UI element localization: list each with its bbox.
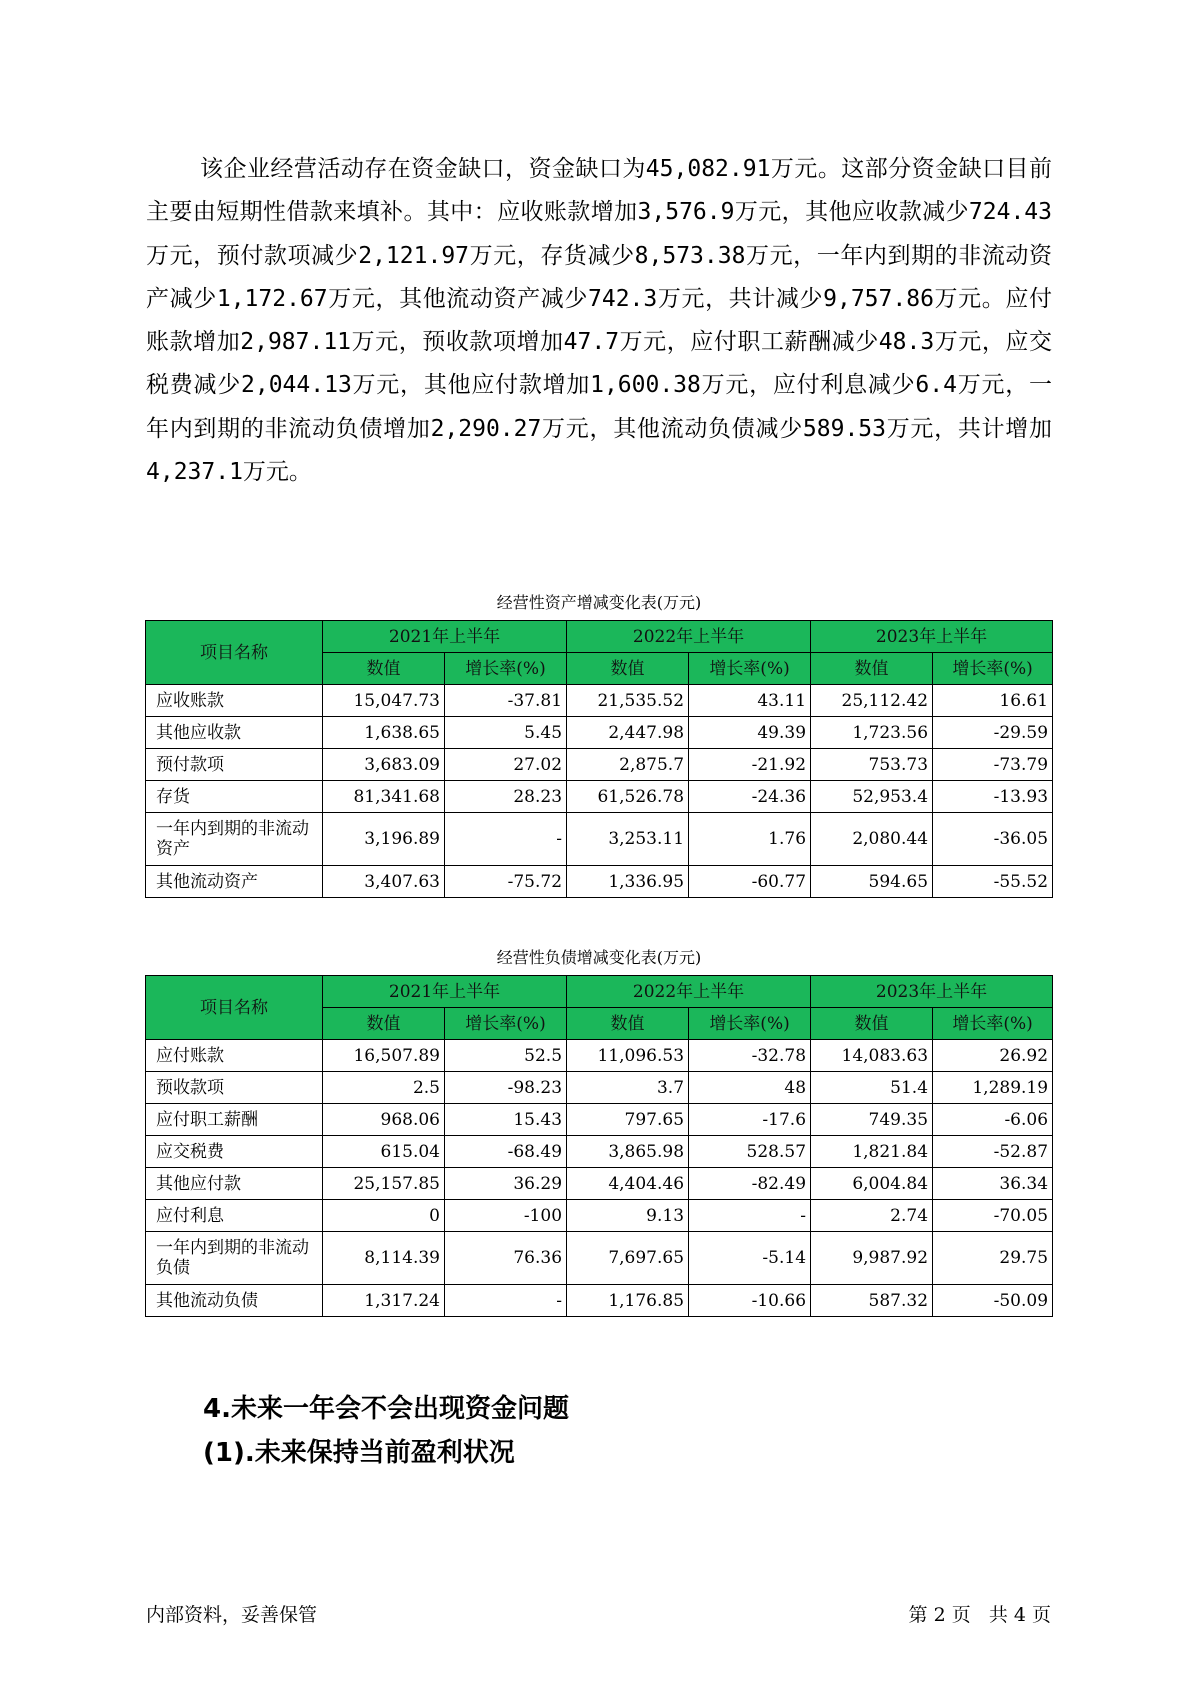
row-item-name: 应交税费 bbox=[146, 1136, 323, 1168]
liabilities-table-body bbox=[146, 1040, 1053, 1317]
row-value-cell: 25,112.42 bbox=[811, 685, 933, 717]
row-value-cell: 2.74 bbox=[811, 1200, 933, 1232]
footer-confidential-note: 内部资料，妥善保管 bbox=[146, 1604, 318, 1626]
row-growth-cell: 48 bbox=[689, 1072, 811, 1104]
row-growth-cell: -32.78 bbox=[689, 1040, 811, 1072]
row-growth-cell: -73.79 bbox=[933, 749, 1053, 781]
column-header-period: 2022年上半年 bbox=[567, 621, 811, 653]
row-growth-cell: -36.05 bbox=[933, 813, 1053, 866]
row-growth-cell: 52.5 bbox=[445, 1040, 567, 1072]
subsection-heading: (1).未来保持当前盈利状况 bbox=[203, 1438, 515, 1468]
row-growth-cell: 43.11 bbox=[689, 685, 811, 717]
row-value-cell: 9.13 bbox=[567, 1200, 689, 1232]
row-value-cell: 21,535.52 bbox=[567, 685, 689, 717]
analysis-paragraph: 该企业经营活动存在资金缺口，资金缺口为45,082.91万元。这部分资金缺口目前主要由短期性借款来填补。其中：应收账款增加3,576.9万元，其他应收款减少724.43万元，预付款项减少2,121.97万元，存货减少8,573.38万元，一年内到期的非流动资产减少1,172.67万元，其他流动资产减少742.3万元，共计减少9,757.86万元。应付账款增加2,987.11万元，预收款项增加47.7万元，应付职工薪酬减少48.3万元，应交税费减少2,044.13万元，其他应付款增加1,600.38万元，应付利息减少6.4万元，一年内到期的非流动负债增加2,290.27万元，其他流动负债减少589.53万元，共计增加4,237.1万元。 bbox=[146, 156, 1052, 486]
row-item-name: 应收账款 bbox=[146, 685, 323, 717]
row-growth-cell: 15.43 bbox=[445, 1104, 567, 1136]
row-value-cell: 3,683.09 bbox=[323, 749, 445, 781]
column-header-growth: 增长率(%) bbox=[445, 1008, 567, 1040]
row-value-cell: 3,407.63 bbox=[323, 866, 445, 898]
row-growth-cell: 76.36 bbox=[445, 1232, 567, 1285]
row-value-cell: 2,080.44 bbox=[811, 813, 933, 866]
row-value-cell: 3.7 bbox=[567, 1072, 689, 1104]
row-growth-cell: -29.59 bbox=[933, 717, 1053, 749]
row-growth-cell: - bbox=[445, 813, 567, 866]
table-row bbox=[146, 717, 1053, 749]
row-value-cell: 3,196.89 bbox=[323, 813, 445, 866]
row-growth-cell: -5.14 bbox=[689, 1232, 811, 1285]
table-row bbox=[146, 749, 1053, 781]
row-value-cell: 4,404.46 bbox=[567, 1168, 689, 1200]
column-header-value: 数值 bbox=[811, 1008, 933, 1040]
column-header-value: 数值 bbox=[567, 1008, 689, 1040]
table-row bbox=[146, 781, 1053, 813]
row-value-cell: 749.35 bbox=[811, 1104, 933, 1136]
row-value-cell: 3,253.11 bbox=[567, 813, 689, 866]
section-heading: 4.未来一年会不会出现资金问题 bbox=[203, 1394, 569, 1424]
row-value-cell: 1,317.24 bbox=[323, 1285, 445, 1317]
row-growth-cell: 36.29 bbox=[445, 1168, 567, 1200]
column-header-growth: 增长率(%) bbox=[689, 653, 811, 685]
column-header-value: 数值 bbox=[811, 653, 933, 685]
row-value-cell: 14,083.63 bbox=[811, 1040, 933, 1072]
row-item-name: 预收款项 bbox=[146, 1072, 323, 1104]
row-item-name: 应付账款 bbox=[146, 1040, 323, 1072]
row-value-cell: 587.32 bbox=[811, 1285, 933, 1317]
row-growth-cell: -75.72 bbox=[445, 866, 567, 898]
table-row bbox=[146, 1285, 1053, 1317]
row-value-cell: 1,176.85 bbox=[567, 1285, 689, 1317]
row-item-name: 存货 bbox=[146, 781, 323, 813]
table-row bbox=[146, 685, 1053, 717]
table-row bbox=[146, 1200, 1053, 1232]
row-value-cell: 51.4 bbox=[811, 1072, 933, 1104]
liabilities-table-caption: 经营性负债增减变化表(万元) bbox=[496, 948, 702, 967]
column-header-period: 2023年上半年 bbox=[811, 976, 1053, 1008]
row-growth-cell: -55.52 bbox=[933, 866, 1053, 898]
column-header-item: 项目名称 bbox=[146, 976, 323, 1040]
row-growth-cell: -10.66 bbox=[689, 1285, 811, 1317]
row-item-name: 其他应付款 bbox=[146, 1168, 323, 1200]
row-value-cell: 2,875.7 bbox=[567, 749, 689, 781]
column-header-period: 2023年上半年 bbox=[811, 621, 1053, 653]
row-growth-cell: 28.23 bbox=[445, 781, 567, 813]
row-growth-cell: -60.77 bbox=[689, 866, 811, 898]
row-value-cell: 11,096.53 bbox=[567, 1040, 689, 1072]
row-growth-cell: 1,289.19 bbox=[933, 1072, 1053, 1104]
row-growth-cell: -37.81 bbox=[445, 685, 567, 717]
row-item-name: 一年内到期的非流动负债 bbox=[146, 1232, 323, 1285]
row-growth-cell: 528.57 bbox=[689, 1136, 811, 1168]
row-growth-cell: - bbox=[445, 1285, 567, 1317]
row-value-cell: 3,865.98 bbox=[567, 1136, 689, 1168]
liabilities-table bbox=[145, 975, 1053, 1317]
row-growth-cell: 49.39 bbox=[689, 717, 811, 749]
column-header-growth: 增长率(%) bbox=[689, 1008, 811, 1040]
row-value-cell: 797.65 bbox=[567, 1104, 689, 1136]
table-row bbox=[146, 1232, 1053, 1285]
table-header-row bbox=[146, 976, 1053, 1008]
row-growth-cell: -17.6 bbox=[689, 1104, 811, 1136]
row-value-cell: 594.65 bbox=[811, 866, 933, 898]
row-value-cell: 52,953.4 bbox=[811, 781, 933, 813]
assets-table bbox=[145, 620, 1053, 898]
table-row bbox=[146, 1072, 1053, 1104]
column-header-value: 数值 bbox=[567, 653, 689, 685]
table-row bbox=[146, 1168, 1053, 1200]
column-header-item: 项目名称 bbox=[146, 621, 323, 685]
row-growth-cell: -70.05 bbox=[933, 1200, 1053, 1232]
row-item-name: 应付利息 bbox=[146, 1200, 323, 1232]
column-header-growth: 增长率(%) bbox=[933, 653, 1053, 685]
row-growth-cell: -52.87 bbox=[933, 1136, 1053, 1168]
row-value-cell: 753.73 bbox=[811, 749, 933, 781]
row-growth-cell: 36.34 bbox=[933, 1168, 1053, 1200]
column-header-value: 数值 bbox=[323, 653, 445, 685]
column-header-growth: 增长率(%) bbox=[445, 653, 567, 685]
table-row bbox=[146, 1104, 1053, 1136]
row-value-cell: 1,723.56 bbox=[811, 717, 933, 749]
row-value-cell: 615.04 bbox=[323, 1136, 445, 1168]
row-item-name: 预付款项 bbox=[146, 749, 323, 781]
table-row bbox=[146, 1136, 1053, 1168]
column-header-growth: 增长率(%) bbox=[933, 1008, 1053, 1040]
table-row bbox=[146, 1040, 1053, 1072]
row-growth-cell: -21.92 bbox=[689, 749, 811, 781]
column-header-period: 2022年上半年 bbox=[567, 976, 811, 1008]
row-growth-cell: -50.09 bbox=[933, 1285, 1053, 1317]
row-value-cell: 9,987.92 bbox=[811, 1232, 933, 1285]
row-growth-cell: -6.06 bbox=[933, 1104, 1053, 1136]
row-growth-cell: 29.75 bbox=[933, 1232, 1053, 1285]
table-header-row bbox=[146, 621, 1053, 653]
row-growth-cell: 27.02 bbox=[445, 749, 567, 781]
row-growth-cell: -100 bbox=[445, 1200, 567, 1232]
row-value-cell: 1,638.65 bbox=[323, 717, 445, 749]
column-header-period: 2021年上半年 bbox=[323, 621, 567, 653]
row-item-name: 其他流动负债 bbox=[146, 1285, 323, 1317]
row-value-cell: 6,004.84 bbox=[811, 1168, 933, 1200]
row-growth-cell: -13.93 bbox=[933, 781, 1053, 813]
row-value-cell: 16,507.89 bbox=[323, 1040, 445, 1072]
row-growth-cell: 26.92 bbox=[933, 1040, 1053, 1072]
row-growth-cell: - bbox=[689, 1200, 811, 1232]
row-growth-cell: -82.49 bbox=[689, 1168, 811, 1200]
row-growth-cell: -24.36 bbox=[689, 781, 811, 813]
row-value-cell: 968.06 bbox=[323, 1104, 445, 1136]
row-value-cell: 7,697.65 bbox=[567, 1232, 689, 1285]
row-value-cell: 0 bbox=[323, 1200, 445, 1232]
column-header-value: 数值 bbox=[323, 1008, 445, 1040]
row-growth-cell: -68.49 bbox=[445, 1136, 567, 1168]
row-item-name: 其他流动资产 bbox=[146, 866, 323, 898]
row-value-cell: 1,821.84 bbox=[811, 1136, 933, 1168]
row-value-cell: 1,336.95 bbox=[567, 866, 689, 898]
row-value-cell: 25,157.85 bbox=[323, 1168, 445, 1200]
row-growth-cell: 16.61 bbox=[933, 685, 1053, 717]
footer-page-number: 第 2 页 共 4 页 bbox=[908, 1604, 1051, 1626]
assets-table-body bbox=[146, 685, 1053, 898]
row-item-name: 其他应收款 bbox=[146, 717, 323, 749]
row-growth-cell: -98.23 bbox=[445, 1072, 567, 1104]
row-value-cell: 2,447.98 bbox=[567, 717, 689, 749]
row-value-cell: 8,114.39 bbox=[323, 1232, 445, 1285]
row-value-cell: 2.5 bbox=[323, 1072, 445, 1104]
row-value-cell: 15,047.73 bbox=[323, 685, 445, 717]
row-growth-cell: 1.76 bbox=[689, 813, 811, 866]
row-item-name: 一年内到期的非流动资产 bbox=[146, 813, 323, 866]
table-row bbox=[146, 866, 1053, 898]
row-item-name: 应付职工薪酬 bbox=[146, 1104, 323, 1136]
assets-table-caption: 经营性资产增减变化表(万元) bbox=[496, 593, 702, 612]
row-value-cell: 61,526.78 bbox=[567, 781, 689, 813]
table-row bbox=[146, 813, 1053, 866]
column-header-period: 2021年上半年 bbox=[323, 976, 567, 1008]
row-growth-cell: 5.45 bbox=[445, 717, 567, 749]
row-value-cell: 81,341.68 bbox=[323, 781, 445, 813]
